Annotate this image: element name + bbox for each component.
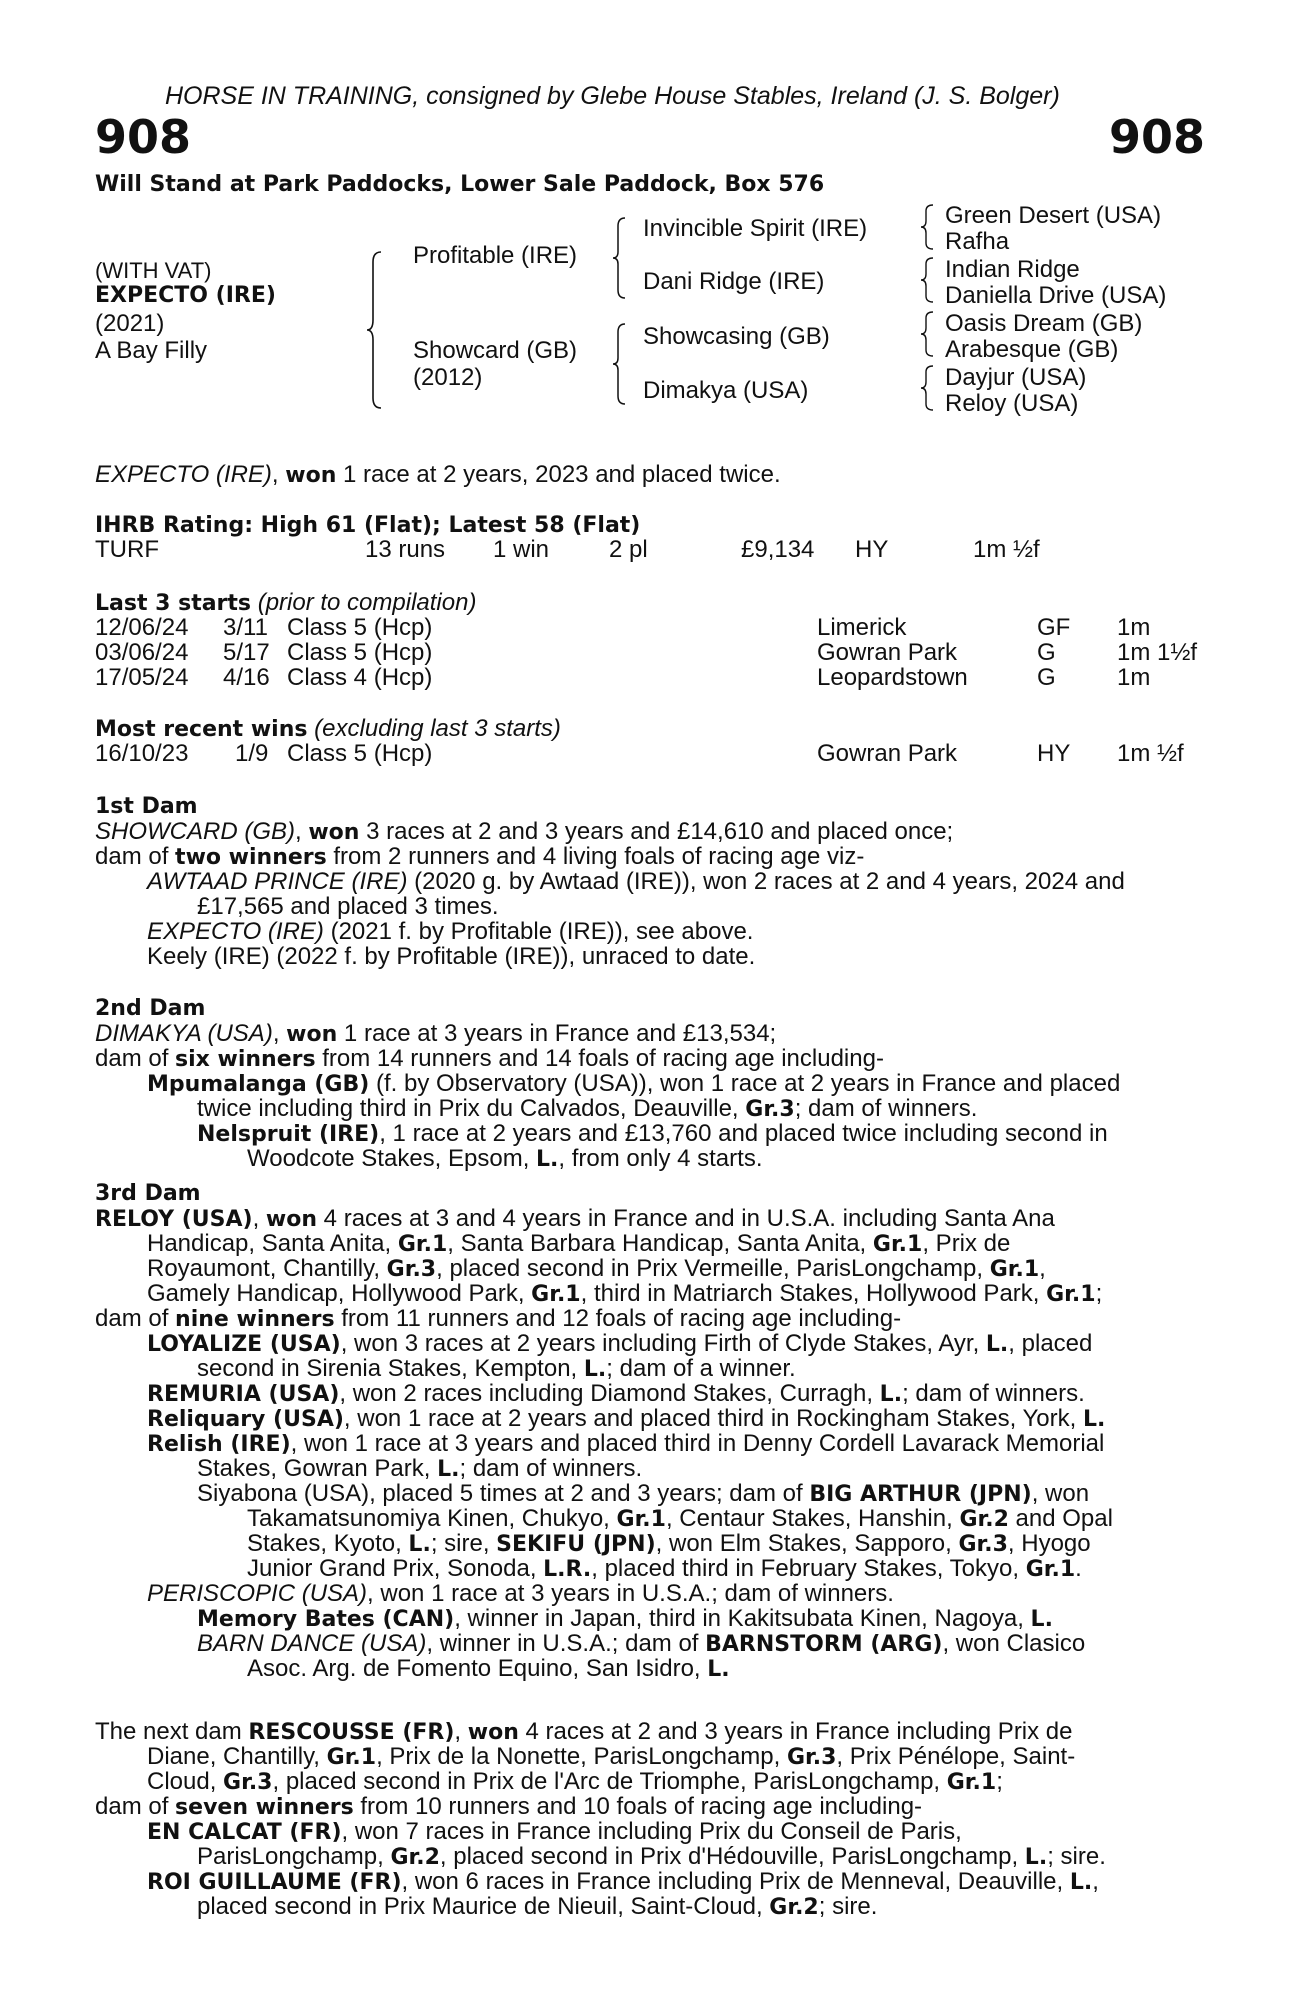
consignment-line: HORSE IN TRAINING, consigned by Glebe House Stables, Ireland (J. S. Bolger) xyxy=(165,82,1060,110)
progeny-line: placed second in Prix Maurice de Nieuil, Saint-Cloud, Gr.2; sire. xyxy=(197,1893,878,1920)
dam3-line: Royaumont, Chantilly, Gr.3, placed second in Prix Vermeille, ParisLongchamp, Gr.1, xyxy=(147,1255,1046,1282)
vat-note: (WITH VAT) xyxy=(95,258,212,283)
nextdam-line: Diane, Chantilly, Gr.1, Prix de la Nonette, ParisLongchamp, Gr.3, Prix Pénélope, Saint- xyxy=(147,1743,1076,1770)
progeny-line: AWTAAD PRINCE (IRE) (2020 g. by Awtaad (IRE)), won 2 races at 2 and 4 years, 2024 and xyxy=(147,868,1125,895)
rating-going: HY xyxy=(855,536,889,563)
nextdam-line: Cloud, Gr.3, placed second in Prix de l'Arc de Triomphe, ParisLongchamp, Gr.1; xyxy=(147,1768,1003,1795)
recent-note: (excluding last 3 starts) xyxy=(307,715,561,742)
race-date: 12/06/24 xyxy=(95,614,189,641)
rating-title: IHRB Rating: High 61 (Flat); Latest 58 (Flat) xyxy=(95,513,641,538)
nextdam-line: dam of seven winners from 10 runners and 10 foals of racing age including- xyxy=(95,1793,923,1820)
summary-horse-name: EXPECTO (IRE) xyxy=(95,461,272,488)
gen4-brace-2 xyxy=(921,256,935,304)
gen4-5: Oasis Dream (GB) xyxy=(945,310,1143,337)
progeny-line: Stakes, Kyoto, L.; sire, SEKIFU (JPN), won Elm Stakes, Sapporo, Gr.3, Hyogo xyxy=(247,1530,1091,1557)
dam3-heading: 3rd Dam xyxy=(95,1181,201,1206)
race-going: G xyxy=(1037,639,1056,666)
table-row xyxy=(95,640,1205,665)
horse-name: EXPECTO (IRE) xyxy=(95,283,276,308)
gen4-brace-1 xyxy=(921,203,935,251)
progeny-line: Mpumalanga (GB) (f. by Observatory (USA)), won 1 race at 2 years in France and placed xyxy=(147,1070,1121,1097)
table-row xyxy=(95,615,1205,640)
progeny-line: Siyabona (USA), placed 5 times at 2 and 3 years; dam of BIG ARTHUR (JPN), won xyxy=(197,1480,1090,1507)
rating-runs: 13 runs xyxy=(365,536,446,563)
dam1-line: SHOWCARD (GB), won 3 races at 2 and 3 years and £14,610 and placed once; xyxy=(95,818,954,845)
horse-year: (2021) xyxy=(95,310,165,337)
rating-earnings: £9,134 xyxy=(741,536,815,563)
horse-description: A Bay Filly xyxy=(95,337,208,364)
progeny-line: Asoc. Arg. de Fomento Equino, San Isidro, L. xyxy=(247,1655,730,1682)
gen3-sire-sire: Invincible Spirit (IRE) xyxy=(643,215,868,242)
dam2-line: dam of six winners from 14 runners and 14 foals of racing age including- xyxy=(95,1045,884,1072)
sire-name: Profitable (IRE) xyxy=(413,242,578,269)
gen4-8: Reloy (USA) xyxy=(945,390,1079,417)
gen4-2: Rafha xyxy=(945,228,1010,255)
progeny-line: ROI GUILLAUME (FR), won 6 races in France including Prix de Menneval, Deauville, L., xyxy=(147,1868,1099,1895)
progeny-line: twice including third in Prix du Calvados, Deauville, Gr.3; dam of winners. xyxy=(197,1095,978,1122)
summary-won: won xyxy=(285,463,337,488)
dam3-line: Handicap, Santa Anita, Gr.1, Santa Barbara Handicap, Santa Anita, Gr.1, Prix de xyxy=(147,1230,1011,1257)
dam3-line: dam of nine winners from 11 runners and 12 foals of racing age including- xyxy=(95,1305,902,1332)
table-row xyxy=(95,665,1205,690)
progeny-line: Junior Grand Prix, Sonoda, L.R., placed third in February Stakes, Tokyo, Gr.1. xyxy=(247,1555,1082,1582)
race-course: Gowran Park xyxy=(817,740,958,767)
race-class: Class 5 (Hcp) xyxy=(287,740,433,767)
gen4-brace-3 xyxy=(921,310,935,358)
rating-row xyxy=(95,537,1205,562)
gen4-1: Green Desert (USA) xyxy=(945,202,1162,229)
recent-heading xyxy=(95,716,1205,742)
dam2-line: DIMAKYA (USA), won 1 race at 3 years in France and £13,534; xyxy=(95,1020,777,1047)
progeny-line: Reliquary (USA), won 1 race at 2 years and placed third in Rockingham Stakes, York, L. xyxy=(147,1405,1106,1432)
progeny-line: Takamatsunomiya Kinen, Chukyo, Gr.1, Centaur Stakes, Hanshin, Gr.2 and Opal xyxy=(247,1505,1113,1532)
gen4-7: Dayjur (USA) xyxy=(945,364,1087,391)
progeny-line: Stakes, Gowran Park, L.; dam of winners. xyxy=(197,1455,643,1482)
gen3-sire-dam: Dani Ridge (IRE) xyxy=(643,268,825,295)
race-going: GF xyxy=(1037,614,1071,641)
race-date: 17/05/24 xyxy=(95,664,189,691)
recent-title: Most recent wins xyxy=(95,717,308,742)
race-course: Leopardstown xyxy=(817,664,968,691)
progeny-line: Woodcote Stakes, Epsom, L., from only 4 starts. xyxy=(247,1145,763,1172)
gen4-brace-4 xyxy=(921,364,935,412)
gen4-4: Daniella Drive (USA) xyxy=(945,282,1167,309)
race-class: Class 4 (Hcp) xyxy=(287,664,433,691)
progeny-line: BARN DANCE (USA), winner in U.S.A.; dam of BARNSTORM (ARG), won Clasico xyxy=(197,1630,1086,1657)
rating-distance: 1m ½f xyxy=(973,536,1040,563)
pedigree-brace-main xyxy=(367,250,383,410)
race-position: 1/9 xyxy=(235,740,269,767)
race-course: Gowran Park xyxy=(817,639,958,666)
progeny-line: Relish (IRE), won 1 race at 3 years and placed third in Denny Cordell Lavarack Memorial xyxy=(147,1430,1105,1457)
race-distance: 1m xyxy=(1117,614,1151,641)
race-course: Limerick xyxy=(817,614,907,641)
progeny-line: Memory Bates (CAN), winner in Japan, third in Kakitsubata Kinen, Nagoya, L. xyxy=(197,1605,1053,1632)
progeny-line: £17,565 and placed 3 times. xyxy=(197,893,499,920)
progeny-line: LOYALIZE (USA), won 3 races at 2 years including Firth of Clyde Stakes, Ayr, L., placed xyxy=(147,1330,1093,1357)
nextdam-line: The next dam RESCOUSSE (FR), won 4 races at 2 and 3 years in France including Prix de xyxy=(95,1718,1073,1745)
gen3-dam-sire: Showcasing (GB) xyxy=(643,323,830,350)
dam3-line: Gamely Handicap, Hollywood Park, Gr.1, third in Matriarch Stakes, Hollywood Park, Gr.1; xyxy=(147,1280,1103,1307)
race-going: HY xyxy=(1037,740,1071,767)
race-distance: 1m 1½f xyxy=(1117,639,1198,666)
last3-title: Last 3 starts xyxy=(95,591,252,616)
rating-wins: 1 win xyxy=(493,536,550,563)
dam-name: Showcard (GB) xyxy=(413,337,578,364)
stand-location: Will Stand at Park Paddocks, Lower Sale Paddock, Box 576 xyxy=(95,172,825,197)
rating-placed: 2 pl xyxy=(609,536,648,563)
rating-surface: TURF xyxy=(95,536,159,563)
lot-number-right: 908 xyxy=(1108,110,1205,164)
progeny-line: EN CALCAT (FR), won 7 races in France including Prix du Conseil de Paris, xyxy=(147,1818,962,1845)
race-position: 5/17 xyxy=(223,639,270,666)
race-position: 3/11 xyxy=(223,614,268,641)
progeny-line: ParisLongchamp, Gr.2, placed second in Prix d'Hédouville, ParisLongchamp, L.; sire. xyxy=(197,1843,1106,1870)
dam3-line: RELOY (USA), won 4 races at 3 and 4 years in France and in U.S.A. including Santa Ana xyxy=(95,1205,1055,1232)
dam-brace xyxy=(613,322,627,406)
progeny-line: REMURIA (USA), won 2 races including Diamond Stakes, Curragh, L.; dam of winners. xyxy=(147,1380,1085,1407)
race-class: Class 5 (Hcp) xyxy=(287,639,433,666)
dam1-line: dam of two winners from 2 runners and 4 living foals of racing age viz- xyxy=(95,843,865,870)
progeny-line: EXPECTO (IRE) (2021 f. by Profitable (IRE)), see above. xyxy=(147,918,754,945)
race-position: 4/16 xyxy=(223,664,270,691)
race-date: 16/10/23 xyxy=(95,740,189,767)
last3-heading xyxy=(95,590,1205,616)
sire-brace xyxy=(613,216,627,300)
dam1-heading: 1st Dam xyxy=(95,794,198,819)
race-date: 03/06/24 xyxy=(95,639,189,666)
gen3-dam-dam: Dimakya (USA) xyxy=(643,377,809,404)
summary-text: 1 race at 2 years, 2023 and placed twice. xyxy=(336,461,781,488)
gen4-6: Arabesque (GB) xyxy=(945,336,1119,363)
race-going: G xyxy=(1037,664,1056,691)
race-distance: 1m xyxy=(1117,664,1151,691)
progeny-line: Nelspruit (IRE), 1 race at 2 years and £13,760 and placed twice including second in xyxy=(197,1120,1108,1147)
race-summary: EXPECTO (IRE), won 1 race at 2 years, 2023 and placed twice. xyxy=(95,461,781,488)
lot-number-left: 908 xyxy=(95,110,192,164)
dam-year: (2012) xyxy=(413,364,483,391)
dam2-heading: 2nd Dam xyxy=(95,996,206,1021)
race-class: Class 5 (Hcp) xyxy=(287,614,433,641)
progeny-line: second in Sirenia Stakes, Kempton, L.; dam of a winner. xyxy=(197,1355,796,1382)
progeny-line: Keely (IRE) (2022 f. by Profitable (IRE)), unraced to date. xyxy=(147,943,756,970)
table-row xyxy=(95,741,1205,766)
progeny-line: PERISCOPIC (USA), won 1 race at 3 years in U.S.A.; dam of winners. xyxy=(147,1580,894,1607)
last3-note: (prior to compilation) xyxy=(251,589,477,616)
gen4-3: Indian Ridge xyxy=(945,256,1080,283)
race-distance: 1m ½f xyxy=(1117,740,1184,767)
